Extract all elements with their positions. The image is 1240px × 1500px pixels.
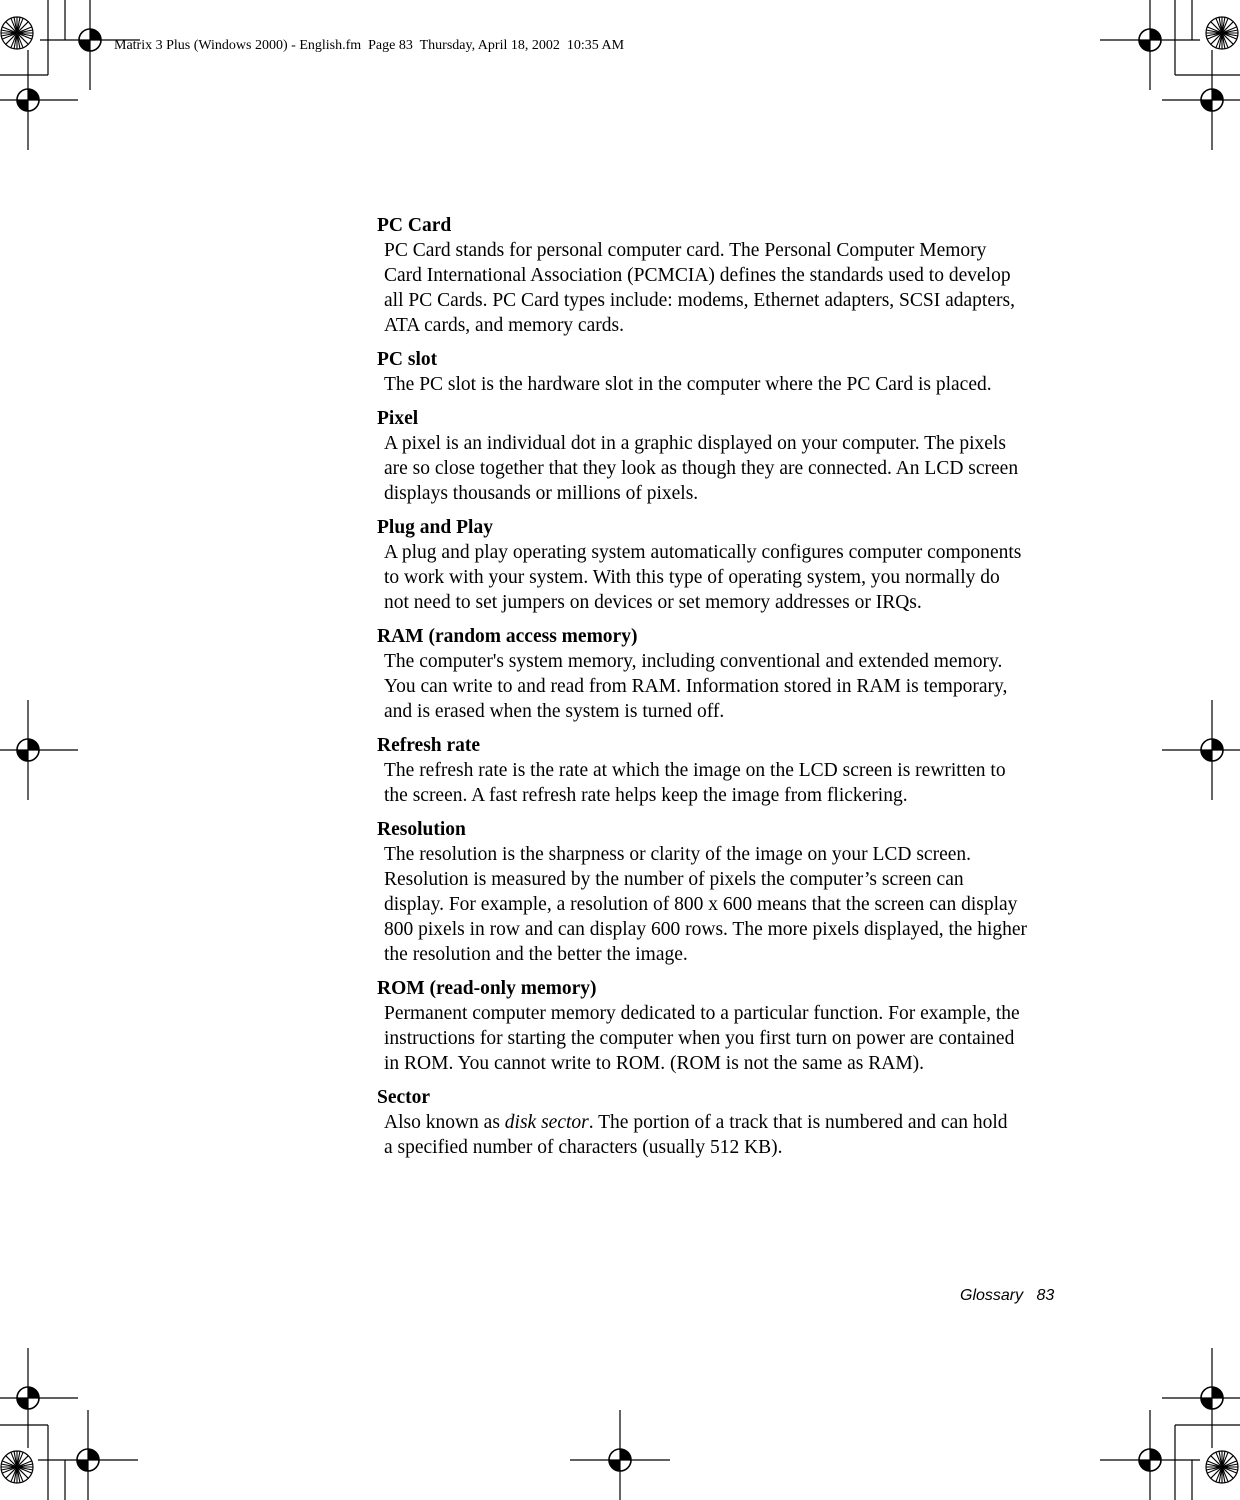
definition-line: Card International Association (PCMCIA) defines the standards used to develop xyxy=(384,265,1011,286)
definition-line: the screen. A fast refresh rate helps keep the image from flickering. xyxy=(384,785,908,806)
page-number: 83 xyxy=(1036,1287,1055,1304)
definition-line: A plug and play operating system automatically configures computer components xyxy=(384,542,1022,563)
definition-line: instructions for starting the computer when you first turn on power are contained xyxy=(384,1028,1015,1049)
definition-line: a specified number of characters (usually 512 KB). xyxy=(384,1137,783,1158)
glossary-definition xyxy=(384,372,1067,397)
definition-line: ATA cards, and memory cards. xyxy=(384,315,624,336)
glossary-entry-resolution xyxy=(377,817,1067,967)
definition-line: in ROM. You cannot write to ROM. (ROM is not the same as RAM). xyxy=(384,1053,925,1074)
glossary-entry-sector xyxy=(377,1085,1067,1160)
starburst-mark-bottom-left xyxy=(1,1451,33,1483)
glossary-definition xyxy=(384,1001,1067,1076)
definition-line: PC Card stands for personal computer card. The Personal Computer Memory xyxy=(384,240,987,261)
glossary-term: Pixel xyxy=(377,408,419,429)
glossary-entry-ram xyxy=(377,624,1067,724)
glossary-definition xyxy=(384,758,1067,808)
definition-line: all PC Cards. PC Card types include: modems, Ethernet adapters, SCSI adapters, xyxy=(384,290,1015,311)
starburst-mark-bottom-right xyxy=(1206,1451,1238,1483)
footer-section-label: Glossary xyxy=(960,1287,1024,1304)
definition-text: . The portion of a track that is numbered and can hold xyxy=(588,1112,1008,1133)
definition-line: The computer's system memory, including conventional and extended memory. xyxy=(384,651,1003,672)
starburst-mark-top-right xyxy=(1206,17,1238,49)
registration-mark xyxy=(1162,50,1240,150)
registration-mark xyxy=(0,50,78,150)
page-footer xyxy=(960,1287,1054,1305)
starburst-mark-top-left xyxy=(1,17,33,49)
definition-line: 800 pixels in row and can display 600 rows. The more pixels displayed, the higher xyxy=(384,919,1028,940)
glossary-term: PC slot xyxy=(377,349,438,370)
definition-line: The resolution is the sharpness or clarity of the image on your LCD screen. xyxy=(384,844,972,865)
definition-line: display. For example, a resolution of 800 x 600 means that the screen can display xyxy=(384,894,1018,915)
glossary-entry-rom xyxy=(377,976,1067,1076)
glossary-definition xyxy=(384,431,1067,506)
glossary-list xyxy=(377,213,1067,1169)
definition-line: are so close together that they look as though they are connected. An LCD screen xyxy=(384,458,1019,479)
definition-line: not need to set jumpers on devices or set memory addresses or IRQs. xyxy=(384,592,922,613)
registration-mark xyxy=(1100,0,1200,90)
definition-line: and is erased when the system is turned off. xyxy=(384,701,725,722)
glossary-definition xyxy=(384,1110,1067,1160)
definition-line: to work with your system. With this type of operating system, you normally do xyxy=(384,567,1000,588)
glossary-entry-plug-and-play xyxy=(377,515,1067,615)
glossary-term: RAM (random access memory) xyxy=(377,626,638,647)
glossary-term: Plug and Play xyxy=(377,517,493,538)
glossary-term: Refresh rate xyxy=(377,735,481,756)
definition-line: Permanent computer memory dedicated to a particular function. For example, the xyxy=(384,1003,1020,1024)
glossary-entry-pc-card xyxy=(377,213,1067,338)
slug-line: Matrix 3 Plus (Windows 2000) - English.fm Page 83 Thursday, April 18, 2002 10:35 AM xyxy=(114,38,625,53)
glossary-entry-refresh-rate xyxy=(377,733,1067,808)
glossary-entry-pixel xyxy=(377,406,1067,506)
definition-line xyxy=(384,1110,1067,1135)
definition-text: Also known as xyxy=(384,1112,505,1133)
glossary-definition xyxy=(384,238,1067,338)
glossary-term: PC Card xyxy=(377,215,452,236)
glossary-definition xyxy=(384,842,1067,967)
registration-mark xyxy=(38,1410,138,1500)
registration-mark xyxy=(570,1410,670,1500)
definition-line: Resolution is measured by the number of pixels the computer’s screen can xyxy=(384,869,964,890)
glossary-definition xyxy=(384,649,1067,724)
registration-mark xyxy=(1162,700,1240,800)
glossary-term: Sector xyxy=(377,1087,431,1108)
glossary-definition xyxy=(384,540,1067,615)
registration-mark xyxy=(1100,1410,1200,1500)
definition-line: The refresh rate is the rate at which the image on the LCD screen is rewritten to xyxy=(384,760,1006,781)
glossary-term: Resolution xyxy=(377,819,466,840)
italic-term: disk sector xyxy=(504,1112,589,1133)
definition-line: the resolution and the better the image. xyxy=(384,944,688,965)
definition-line: You can write to and read from RAM. Information stored in RAM is temporary, xyxy=(384,676,1008,697)
registration-mark xyxy=(0,700,78,800)
definition-line: displays thousands or millions of pixels. xyxy=(384,483,699,504)
registration-mark xyxy=(0,1348,78,1448)
glossary-term: ROM (read-only memory) xyxy=(377,978,597,999)
definition-line: A pixel is an individual dot in a graphic displayed on your computer. The pixels xyxy=(384,433,1006,454)
glossary-entry-pc-slot xyxy=(377,347,1067,397)
registration-mark xyxy=(1162,1348,1240,1448)
definition-line: The PC slot is the hardware slot in the computer where the PC Card is placed. xyxy=(384,374,992,395)
